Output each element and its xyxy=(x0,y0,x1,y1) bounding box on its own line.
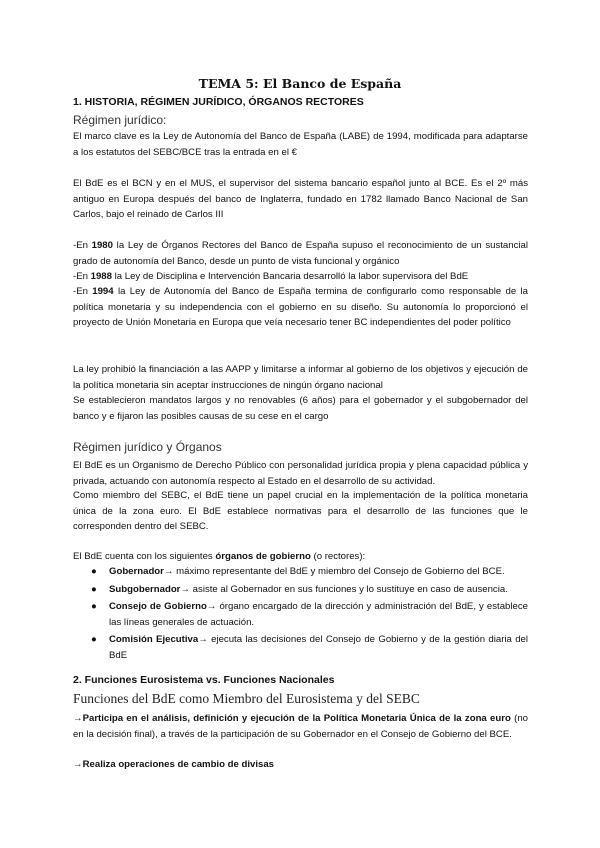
document-title: TEMA 5: El Banco de España xyxy=(198,76,402,91)
history-year-1988: 1988 xyxy=(90,271,112,282)
list-item xyxy=(73,599,528,630)
arrow-icon: → xyxy=(198,634,208,645)
organs-intro-bold: órganos de gobierno xyxy=(215,551,311,562)
arrow-icon: → xyxy=(163,566,174,577)
organ-description: ejecuta las decisiones del Consejo de Gobierno y de la gestión diaria del BdE xyxy=(109,634,529,661)
organs-intro-pre: El BdE cuenta con los siguientes xyxy=(73,551,216,562)
organ-name: Gobernador xyxy=(109,566,164,577)
subheading-funciones-eurosistema: Funciones del BdE como Miembro del Eurosistema y del SEBC xyxy=(73,691,420,706)
list-item xyxy=(73,564,528,580)
history-1988 xyxy=(73,269,528,285)
organ-description: asiste al Gobernador en sus funciones y lo sustituye en caso de ausencia. xyxy=(190,583,508,595)
history-prefix: -En xyxy=(73,286,93,297)
function-text: (no en la decisión final), a través de la participación de su Gobernador en el Consejo de Gobierno del BCE. xyxy=(73,713,528,740)
arrow-icon: → xyxy=(180,583,191,595)
bullet-icon: ● xyxy=(91,583,97,595)
history-text-1980: la Ley de Órganos Rectores del Banco de España supuso el reconocimiento de un sustancial grado de autonomía del Banco, desde un punto de vista funcional y orgánico xyxy=(73,240,528,267)
arrow-icon: → xyxy=(206,601,217,612)
list-item xyxy=(73,632,528,663)
paragraph-organismo: El BdE es un Organismo de Derecho Público con personalidad jurídica propia y plena capacidad pública y privada, actuando con autonomía respecto al Estado en el desarrollo de su actividad. xyxy=(73,460,528,487)
organ-description: máximo representante del BdE y miembro del Consejo de Gobierno del BCE. xyxy=(173,566,505,577)
history-text-1988: la Ley de Disciplina e Intervención Bancaria desarrolló la labor supervisora del BdE xyxy=(111,271,469,282)
history-year-1994: 1994 xyxy=(92,286,114,297)
organ-name: Consejo de Gobierno xyxy=(109,601,207,612)
subheading-regimen-organos: Régimen jurídico y Órganos xyxy=(73,440,222,454)
paragraph-bde-bcn: El BdE es el BCN y en el MUS, el supervisor del sistema bancario español junto al BCE. Es el 2º más antiguo en Europa después del banco de Inglaterra, fundado en 1782 llamado Banco Nacional de San Carlos, bajo el reinado de Carlos III xyxy=(73,178,528,220)
bullet-icon: ● xyxy=(91,566,97,577)
subheading-regimen-juridico: Régimen jurídico: xyxy=(73,113,167,127)
organ-name: Comisión Ejecutiva xyxy=(109,634,199,645)
history-year-1980: 1980 xyxy=(91,240,113,251)
bullet-icon: ● xyxy=(91,634,97,645)
history-prefix: -En xyxy=(73,240,92,251)
history-1994 xyxy=(73,284,528,331)
organ-name: Subgobernador xyxy=(109,583,181,595)
history-1980 xyxy=(73,238,528,269)
history-prefix: -En xyxy=(73,271,91,282)
bullet-icon: ● xyxy=(91,601,97,612)
section-heading-1: 1. HISTORIA, RÉGIMEN JURÍDICO, ÓRGANOS RECTORES xyxy=(73,96,364,108)
paragraph-mandatos: Se establecieron mandatos largos y no renovables (6 años) para el gobernador y el subgobernador del banco y e fijaron las posibles causas de su cese en el cargo xyxy=(73,395,528,422)
paragraph-organos-intro xyxy=(73,549,528,565)
paragraph-funcion-politica-monetaria xyxy=(73,711,528,742)
function-bold: →Realiza operaciones de cambio de divisas xyxy=(73,759,275,770)
paragraph-miembro-sebc: Como miembro del SEBC, el BdE tiene un papel crucial en la implementación de la política monetaria única de la zona euro. El BdE establece normativas para el desarrollo de las funciones que le corresponden dentro del SEBC. xyxy=(73,490,528,532)
organ-description: órgano encargado de la dirección y administración del BdE, y establece las líneas generales de actuación. xyxy=(109,601,528,628)
organs-intro-post: (o rectores): xyxy=(310,551,366,562)
paragraph-funcion-divisas xyxy=(73,757,528,773)
section-heading-2: 2. Funciones Eurosistema vs. Funciones Nacionales xyxy=(73,674,335,686)
paragraph-ley-prohibio: La ley prohibió la financiación a las AAPP y limitarse a informar al gobierno de los objetivos y ejecución de la política monetaria sin aceptar instrucciones de ningún órgano nacional xyxy=(73,364,528,391)
history-text-1994: la Ley de Autonomía del Banco de España termina de configurarlo como responsable de la política monetaria y su independencia con el gobierno en su diseño. Su autonomía lo proporcionó el proyecto de Unión Monetaria en Europa que veía necesario tener BC independientes del poder político xyxy=(73,286,528,328)
organs-list xyxy=(73,564,528,665)
list-item xyxy=(73,582,528,598)
paragraph-labe: El marco clave es la Ley de Autonomía del Banco de España (LABE) de 1994, modificada para adaptarse a los estatutos del SEBC/BCE tras la entrada en el € xyxy=(73,131,528,158)
function-bold: →Participa en el análisis, definición y ejecución de la Política Monetaria Única de la zona euro xyxy=(73,713,511,724)
